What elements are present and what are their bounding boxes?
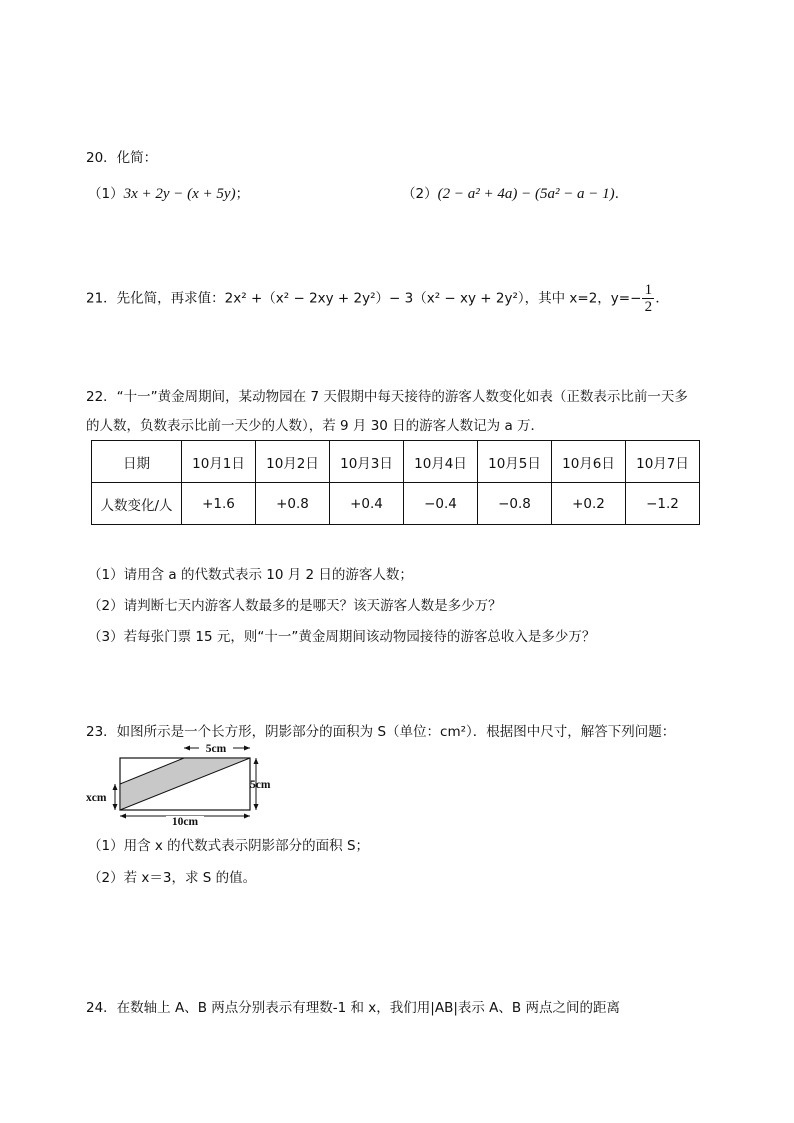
table-cell: +0.4 <box>330 483 404 525</box>
table-cell: 10月1日 <box>182 441 256 483</box>
top-dimension-label: 5cm <box>205 743 227 755</box>
q22-sub3: （3）若每张门票 15 元，则“十一”黄金周期间该动物园接待的游客总收入是多少万？ <box>88 629 596 645</box>
right-dimension-label: 5cm <box>250 779 271 791</box>
bottom-dimension-label: 10cm <box>171 816 199 828</box>
table-cell: 人数变化/人 <box>92 483 182 525</box>
q23-sub2: （2）若 x＝3，求 S 的值。 <box>88 870 257 886</box>
q20-part2-end: ． <box>614 186 629 202</box>
right-arrow-bottom <box>254 804 259 810</box>
table-cell: 10月5日 <box>478 441 552 483</box>
table-cell: 10月4日 <box>404 441 478 483</box>
q23-rectangle-figure <box>84 740 284 830</box>
q22-line1: 22．“十一”黄金周期间，某动物园在 7 天假期中每天接待的游客人数变化如表（正数表示比前一天多 <box>86 389 688 405</box>
q20-part2-expr: (2 − a² + 4a) − (5a² − a − 1) <box>437 186 615 202</box>
bottom-arrow-right <box>244 814 250 819</box>
left-dimension-label: xcm <box>86 792 107 804</box>
left-arrow-top <box>113 784 118 790</box>
q23-line: 23．如图所示是一个长方形，阴影部分的面积为 S（单位：cm²）．根据图中尺寸，解答下列问题： <box>86 724 676 740</box>
q21-end: ． <box>655 290 669 307</box>
q22-table-header-row <box>92 441 700 483</box>
bottom-arrow-left <box>120 814 126 819</box>
q21-fraction <box>642 282 654 315</box>
table-cell: 10月7日 <box>626 441 700 483</box>
q20-part2 <box>402 182 628 203</box>
table-cell: −0.8 <box>478 483 552 525</box>
table-cell: 10月2日 <box>256 441 330 483</box>
top-arrow-left <box>184 746 190 751</box>
q22-table <box>91 440 700 525</box>
table-cell: 日期 <box>92 441 182 483</box>
table-cell: 10月6日 <box>552 441 626 483</box>
q22-sub2: （2）请判断七天内游客人数最多的是哪天？该天游客人数是多少万？ <box>88 598 502 614</box>
q21-text: 21．先化简，再求值：2x² +（x² − 2xy + 2y²）− 3（x² − xy + 2y²），其中 x=2，y=− <box>86 290 642 307</box>
q22-line2: 的人数，负数表示比前一天少的人数），若 9 月 30 日的游客人数记为 a 万． <box>86 418 545 434</box>
table-cell: 10月3日 <box>330 441 404 483</box>
q21-frac-den: 2 <box>644 299 653 315</box>
q20-part1-expr: 3x + 2y − (x + 5y) <box>123 186 236 202</box>
table-cell: −0.4 <box>404 483 478 525</box>
q20-part2-label: （2） <box>402 186 438 202</box>
q20-part1 <box>88 182 249 203</box>
table-cell: +0.8 <box>256 483 330 525</box>
table-cell: −1.2 <box>626 483 700 525</box>
q24-line: 24．在数轴上 A、B 两点分别表示有理数-1 和 x，我们用|AB|表示 A、B 两点之间的距离 <box>86 1000 620 1016</box>
q23-sub1: （1）用含 x 的代数式表示阴影部分的面积 S； <box>88 838 370 854</box>
right-arrow-top <box>254 758 259 764</box>
table-cell: +0.2 <box>552 483 626 525</box>
q20-part1-label: （1） <box>88 186 124 202</box>
q22-table-data-row <box>92 483 700 525</box>
q20-heading: 20．化简： <box>86 150 158 166</box>
table-cell: +1.6 <box>182 483 256 525</box>
q21-frac-num: 1 <box>644 282 653 298</box>
left-arrow-bottom <box>113 804 118 810</box>
q22-sub1: （1）请用含 a 的代数式表示 10 月 2 日的游客人数； <box>88 567 413 583</box>
q20-part1-end: ； <box>235 186 250 202</box>
figure-shaded-region <box>120 758 250 810</box>
top-arrow-right <box>244 746 250 751</box>
q21-line <box>86 282 669 315</box>
